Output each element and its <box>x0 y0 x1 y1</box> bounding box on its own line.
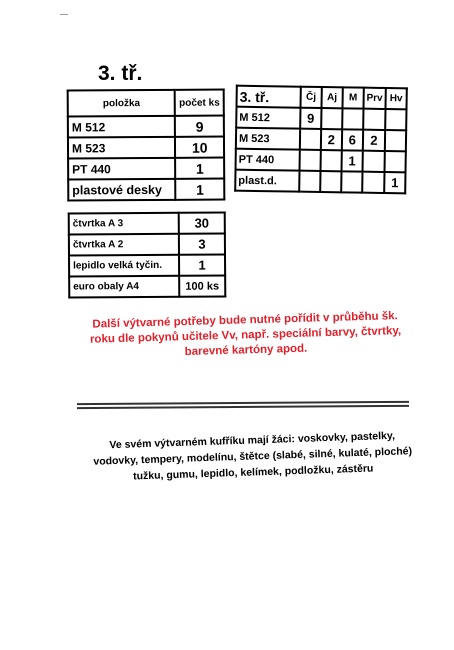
header-subject: Aj <box>321 87 342 108</box>
table-row <box>69 254 225 276</box>
item-qty: 30 <box>179 212 225 233</box>
art-kit-contents: Ve svém výtvarném kufříku mají žáci: voskovky, pastelky, vodovky, tempery, modelínu, štětce (slabé, silné, kulaté, ploché) tužku, gumu, lepidlo, kelímek, podložku, zástěru <box>93 429 413 483</box>
table-header-row <box>68 90 224 117</box>
cell-value: 6 <box>342 129 363 150</box>
header-subject: Hv <box>385 88 406 109</box>
header-count <box>175 90 224 116</box>
item-name: plast.d. <box>235 170 299 192</box>
item-qty: 1 <box>176 179 225 200</box>
header-item: položka <box>68 90 176 117</box>
cell-value <box>341 171 362 192</box>
item-name: plastové desky <box>68 179 176 201</box>
divider <box>77 405 409 409</box>
cell-value: 2 <box>363 130 385 151</box>
table-row <box>69 212 225 234</box>
cell-value: 2 <box>321 129 342 150</box>
header-subject: Prv <box>363 88 385 109</box>
cell-value <box>362 151 384 172</box>
table-row <box>236 149 406 173</box>
header-subject: M <box>342 87 363 108</box>
cell-value <box>362 172 384 193</box>
item-name: M 523 <box>68 137 176 159</box>
table-row <box>68 116 224 138</box>
scan-mark <box>60 14 68 15</box>
subject-distribution-table <box>234 85 408 195</box>
cell-value <box>321 108 342 129</box>
item-name: M 523 <box>236 128 300 150</box>
cell-value: 1 <box>341 150 362 171</box>
item-name: lepidlo velká tyčin. <box>69 255 179 277</box>
cell-value <box>384 151 405 172</box>
cell-value <box>320 150 341 171</box>
supplies-table <box>67 89 226 202</box>
additional-supplies-note: Další výtvarné potřeby bude nutné pořídit v průběhu šk. roku dle pokynů učitele Vv, např. speciální barvy, čtvrtky, barevné kartóny apod. <box>89 310 402 359</box>
cell-value <box>363 109 385 130</box>
header-class: 3. tř. <box>237 86 301 108</box>
cell-value <box>385 130 406 151</box>
cell-value <box>320 171 341 192</box>
item-qty: 1 <box>176 158 225 179</box>
table-header-row <box>237 86 407 110</box>
cell-value <box>385 109 406 130</box>
cell-value <box>299 171 320 192</box>
cell-value: 9 <box>300 108 321 129</box>
table-row <box>69 233 225 255</box>
page-title: 3. tř. <box>98 62 143 85</box>
cell-value <box>299 150 320 171</box>
cell-value <box>300 129 321 150</box>
item-name: M 512 <box>236 107 300 129</box>
cell-value: 1 <box>384 172 405 193</box>
table-row <box>69 275 225 297</box>
item-name: čtvrtka A 2 <box>69 234 179 256</box>
header-subject: Čj <box>300 87 321 108</box>
cell-value <box>342 108 363 129</box>
item-qty: 9 <box>175 116 224 137</box>
art-supplies-table <box>68 211 227 298</box>
item-qty: 10 <box>175 137 224 158</box>
table-row <box>236 107 406 131</box>
table-row <box>235 170 405 194</box>
item-name: M 512 <box>68 116 176 138</box>
item-qty: 3 <box>179 233 225 254</box>
header-count-label: počet ks <box>179 97 220 109</box>
table-row <box>236 128 406 152</box>
table-row <box>68 158 224 180</box>
item-name: euro obaly A4 <box>69 276 179 298</box>
table-row <box>68 179 224 201</box>
item-qty: 100 ks <box>179 275 225 296</box>
item-name: PT 440 <box>68 158 176 180</box>
table-row <box>68 137 224 159</box>
item-name: PT 440 <box>236 149 300 171</box>
item-qty: 1 <box>179 254 225 275</box>
item-name: čtvrtka A 3 <box>69 213 179 235</box>
